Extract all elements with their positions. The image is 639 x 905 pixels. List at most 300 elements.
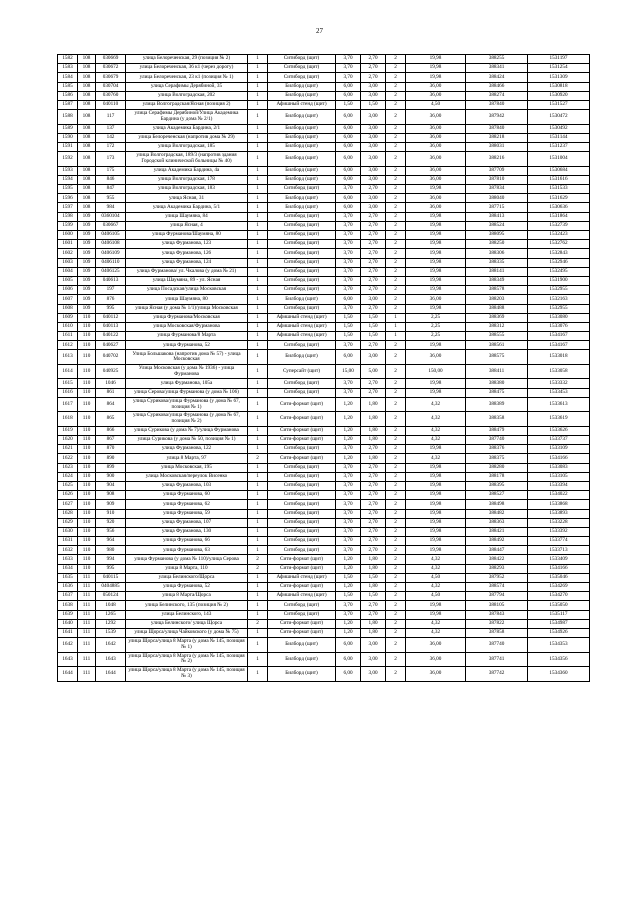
cell-coord-x: 388280 xyxy=(466,463,528,472)
table-row xyxy=(58,364,590,379)
cell-address: улица Белинского, 143 xyxy=(126,610,248,619)
cell-address: улица Фурманова, 124 xyxy=(126,258,248,267)
cell-coord-y: 1533613 xyxy=(528,397,590,412)
cell-coord-x: 388218 xyxy=(466,133,528,142)
cell-row-number: 1595 xyxy=(58,185,78,194)
cell-area: 36,00 xyxy=(406,143,466,152)
cell-coord-x: 388555 xyxy=(466,332,528,341)
cell-coord-x: 387843 xyxy=(466,610,528,619)
cell-address: улица Академика Бардина, 4а xyxy=(126,166,248,175)
cell-area: 36,00 xyxy=(406,350,466,365)
cell-sides-count: 1 xyxy=(248,124,268,133)
cell-faces: 2 xyxy=(386,143,406,152)
cell-width: 6,00 xyxy=(336,175,361,184)
cell-coord-y: 1533228 xyxy=(528,518,590,527)
table-row xyxy=(58,110,590,125)
cell-district-code: 111 xyxy=(78,592,96,601)
cell-structure-type: Ситиборд (щит) xyxy=(268,73,336,82)
cell-address: улица Белореченская, 36 к1 (через дорогу) xyxy=(126,64,248,73)
cell-width: 3,70 xyxy=(336,445,361,454)
cell-area: 19,98 xyxy=(406,286,466,295)
cell-structure-type: Ситиборд (щит) xyxy=(268,537,336,546)
cell-faces: 2 xyxy=(386,638,406,653)
cell-district-code: 110 xyxy=(78,332,96,341)
cell-address: улица Ясная, 4 xyxy=(126,221,248,230)
table-row xyxy=(58,133,590,142)
cell-sides-count: 1 xyxy=(248,667,268,682)
cell-sides-count: 1 xyxy=(248,412,268,427)
cell-district-code: 110 xyxy=(78,426,96,435)
cell-row-number: 1584 xyxy=(58,73,78,82)
table-row xyxy=(58,491,590,500)
cell-district-code: 108 xyxy=(78,110,96,125)
cell-faces: 2 xyxy=(386,592,406,601)
cell-structure-type: Ситиборд (щит) xyxy=(268,445,336,454)
cell-area: 36,00 xyxy=(406,82,466,91)
table-row xyxy=(58,249,590,258)
cell-district-code: 110 xyxy=(78,546,96,555)
cell-structure-id: 867 xyxy=(96,436,126,445)
cell-area: 4,50 xyxy=(406,100,466,109)
cell-height: 1,80 xyxy=(361,454,386,463)
cell-sides-count: 1 xyxy=(248,341,268,350)
cell-structure-type: Ситиборд (щит) xyxy=(268,240,336,249)
cell-coord-y: 1534167 xyxy=(528,332,590,341)
cell-sides-count: 2 xyxy=(248,619,268,628)
cell-faces: 2 xyxy=(386,185,406,194)
cell-height: 2,70 xyxy=(361,304,386,313)
cell-faces: 2 xyxy=(386,258,406,267)
cell-district-code: 109 xyxy=(78,240,96,249)
cell-height: 2,70 xyxy=(361,73,386,82)
cell-width: 3,70 xyxy=(336,185,361,194)
table-row xyxy=(58,583,590,592)
cell-area: 19,98 xyxy=(406,445,466,454)
cell-row-number: 1640 xyxy=(58,619,78,628)
cell-area: 36,00 xyxy=(406,133,466,142)
cell-row-number: 1587 xyxy=(58,100,78,109)
cell-structure-id: 1292 xyxy=(96,619,126,628)
cell-district-code: 111 xyxy=(78,628,96,637)
cell-area: 19,98 xyxy=(406,388,466,397)
cell-row-number: 1626 xyxy=(58,491,78,500)
table-row xyxy=(58,454,590,463)
table-row xyxy=(58,412,590,427)
cell-structure-type: Ситиборд (щит) xyxy=(268,221,336,230)
cell-coord-y: 1534269 xyxy=(528,583,590,592)
cell-structure-type: Ситиборд (щит) xyxy=(268,463,336,472)
table-row xyxy=(58,610,590,619)
cell-width: 1,50 xyxy=(336,100,361,109)
cell-sides-count: 1 xyxy=(248,491,268,500)
cell-structure-id: 137 xyxy=(96,124,126,133)
cell-width: 1,20 xyxy=(336,412,361,427)
cell-height: 3,00 xyxy=(361,652,386,667)
cell-address: улица Белореченская (напротив дома № 29) xyxy=(126,133,248,142)
page-number: 27 xyxy=(316,27,323,35)
cell-coord-y: 1533109 xyxy=(528,445,590,454)
cell-district-code: 108 xyxy=(78,166,96,175)
cell-structure-type: Билборд (щит) xyxy=(268,638,336,653)
cell-faces: 2 xyxy=(386,509,406,518)
cell-structure-id: 0406105 xyxy=(96,231,126,240)
table-row xyxy=(58,295,590,304)
cell-coord-x: 388375 xyxy=(466,454,528,463)
cell-structure-type: Афишный стенд (щит) xyxy=(268,592,336,601)
cell-district-code: 110 xyxy=(78,481,96,490)
cell-sides-count: 1 xyxy=(248,500,268,509)
cell-row-number: 1637 xyxy=(58,592,78,601)
cell-structure-type: Афишный стенд (щит) xyxy=(268,322,336,331)
cell-coord-y: 1534926 xyxy=(528,628,590,637)
cell-height: 1,80 xyxy=(361,564,386,573)
cell-structure-type: Ситиборд (щит) xyxy=(268,546,336,555)
cell-faces: 2 xyxy=(386,472,406,481)
cell-address: Улица Большакова (напротив дома № 57) - улица Московская xyxy=(126,350,248,365)
cell-row-number: 1596 xyxy=(58,194,78,203)
cell-coord-y: 1532163 xyxy=(528,295,590,304)
cell-area: 36,00 xyxy=(406,638,466,653)
cell-structure-id: 0406109 xyxy=(96,249,126,258)
cell-height: 3,00 xyxy=(361,133,386,142)
cell-structure-id: 1048 xyxy=(96,601,126,610)
cell-row-number: 1623 xyxy=(58,463,78,472)
cell-height: 3,00 xyxy=(361,638,386,653)
cell-sides-count: 1 xyxy=(248,573,268,582)
cell-structure-id: 900 xyxy=(96,472,126,481)
cell-structure-type: Сити-формат (щит) xyxy=(268,583,336,592)
cell-coord-y: 1535117 xyxy=(528,610,590,619)
cell-coord-x: 388250 xyxy=(466,240,528,249)
cell-structure-id: 861 xyxy=(96,388,126,397)
cell-coord-y: 1533076 xyxy=(528,322,590,331)
cell-row-number: 1630 xyxy=(58,527,78,536)
cell-structure-id: 117 xyxy=(96,110,126,125)
cell-coord-x: 387822 xyxy=(466,619,528,628)
cell-structure-type: Сити-формат (щит) xyxy=(268,454,336,463)
cell-district-code: 109 xyxy=(78,231,96,240)
cell-district-code: 111 xyxy=(78,610,96,619)
cell-width: 1,20 xyxy=(336,619,361,628)
cell-coord-y: 1531900 xyxy=(528,276,590,285)
cell-faces: 2 xyxy=(386,350,406,365)
table-row xyxy=(58,463,590,472)
cell-structure-id: 040113 xyxy=(96,322,126,331)
cell-coord-x: 388349 xyxy=(466,276,528,285)
cell-structure-id: 173 xyxy=(96,152,126,167)
table-row xyxy=(58,258,590,267)
table-row xyxy=(58,82,590,91)
cell-structure-type: Афишный стенд (щит) xyxy=(268,313,336,322)
cell-address: улица 8 Марта, 110 xyxy=(126,564,248,573)
table-row xyxy=(58,436,590,445)
cell-structure-type: Ситиборд (щит) xyxy=(268,304,336,313)
cell-width: 6,00 xyxy=(336,110,361,125)
cell-width: 6,00 xyxy=(336,194,361,203)
cell-structure-id: 030672 xyxy=(96,64,126,73)
cell-district-code: 110 xyxy=(78,491,96,500)
cell-district-code: 108 xyxy=(78,124,96,133)
cell-coord-x: 388105 xyxy=(466,601,528,610)
cell-coord-x: 388031 xyxy=(466,143,528,152)
cell-sides-count: 2 xyxy=(248,564,268,573)
cell-coord-y: 1531533 xyxy=(528,185,590,194)
cell-coord-x: 388527 xyxy=(466,491,528,500)
cell-area: 19,98 xyxy=(406,481,466,490)
cell-faces: 2 xyxy=(386,601,406,610)
cell-height: 2,70 xyxy=(361,546,386,555)
cell-coord-x: 387858 xyxy=(466,628,528,637)
cell-sides-count: 1 xyxy=(248,64,268,73)
cell-height: 2,70 xyxy=(361,64,386,73)
cell-height: 3,00 xyxy=(361,295,386,304)
cell-structure-id: 995 xyxy=(96,564,126,573)
cell-coord-y: 1531254 xyxy=(528,64,590,73)
table-row xyxy=(58,652,590,667)
cell-structure-id: 964 xyxy=(96,537,126,546)
cell-structure-id: 030667 xyxy=(96,221,126,230)
cell-faces: 2 xyxy=(386,546,406,555)
cell-faces: 2 xyxy=(386,212,406,221)
cell-height: 1,80 xyxy=(361,397,386,412)
cell-structure-type: Ситиборд (щит) xyxy=(268,249,336,258)
cell-district-code: 110 xyxy=(78,364,96,379)
cell-sides-count: 1 xyxy=(248,628,268,637)
cell-address: улица Серафимы Дерябиной/Улица Академика Бардина (у дома № 2/1) xyxy=(126,110,248,125)
cell-coord-x: 388447 xyxy=(466,546,528,555)
cell-coord-y: 1533453 xyxy=(528,388,590,397)
cell-width: 3,70 xyxy=(336,240,361,249)
table-row xyxy=(58,166,590,175)
cell-faces: 1 xyxy=(386,313,406,322)
cell-district-code: 109 xyxy=(78,267,96,276)
cell-coord-y: 1533619 xyxy=(528,412,590,427)
cell-coord-y: 1532946 xyxy=(528,258,590,267)
cell-coord-x: 387834 xyxy=(466,185,528,194)
cell-width: 3,70 xyxy=(336,388,361,397)
table-row xyxy=(58,667,590,682)
cell-structure-type: Ситиборд (щит) xyxy=(268,258,336,267)
table-row xyxy=(58,379,590,388)
cell-faces: 2 xyxy=(386,82,406,91)
cell-sides-count: 1 xyxy=(248,100,268,109)
cell-structure-id: 956 xyxy=(96,527,126,536)
cell-faces: 2 xyxy=(386,491,406,500)
cell-coord-y: 1531629 xyxy=(528,194,590,203)
cell-row-number: 1634 xyxy=(58,564,78,573)
cell-coord-x: 387942 xyxy=(466,110,528,125)
cell-faces: 2 xyxy=(386,436,406,445)
cell-faces: 2 xyxy=(386,527,406,536)
cell-faces: 2 xyxy=(386,175,406,184)
cell-address: улица Ясная (у дома № 1/1)/улица Московская xyxy=(126,304,248,313)
cell-structure-id: 040110 xyxy=(96,100,126,109)
cell-coord-y: 1533893 xyxy=(528,509,590,518)
cell-coord-x: 387715 xyxy=(466,203,528,212)
cell-area: 19,98 xyxy=(406,267,466,276)
cell-structure-type: Афишный стенд (щит) xyxy=(268,100,336,109)
table-row xyxy=(58,601,590,610)
cell-width: 1,50 xyxy=(336,573,361,582)
cell-coord-x: 388578 xyxy=(466,286,528,295)
cell-coord-x: 387952 xyxy=(466,573,528,582)
cell-district-code: 110 xyxy=(78,472,96,481)
cell-structure-id: 865 xyxy=(96,412,126,427)
cell-sides-count: 2 xyxy=(248,555,268,564)
cell-height: 2,70 xyxy=(361,472,386,481)
table-row xyxy=(58,388,590,397)
table-row xyxy=(58,537,590,546)
cell-width: 6,00 xyxy=(336,638,361,653)
cell-faces: 2 xyxy=(386,537,406,546)
cell-height: 2,70 xyxy=(361,537,386,546)
cell-row-number: 1618 xyxy=(58,412,78,427)
cell-faces: 2 xyxy=(386,221,406,230)
cell-address: улица Волгоградская, 178 xyxy=(126,175,248,184)
cell-faces: 2 xyxy=(386,124,406,133)
cell-structure-id: 910 xyxy=(96,509,126,518)
cell-sides-count: 1 xyxy=(248,82,268,91)
cell-structure-id: 909 xyxy=(96,500,126,509)
cell-sides-count: 1 xyxy=(248,175,268,184)
cell-district-code: 108 xyxy=(78,152,96,167)
cell-sides-count: 1 xyxy=(248,364,268,379)
cell-district-code: 110 xyxy=(78,445,96,454)
cell-coord-x: 388255 xyxy=(466,55,528,64)
cell-structure-id: 030760 xyxy=(96,91,126,100)
cell-coord-x: 388482 xyxy=(466,509,528,518)
cell-structure-type: Сити-формат (щит) xyxy=(268,426,336,435)
cell-address: улица Сурикова/улица Фурманова (у дома № 67, позиция № 2) xyxy=(126,412,248,427)
cell-address: улица Шаумяна, 80 xyxy=(126,295,248,304)
cell-sides-count: 1 xyxy=(248,426,268,435)
cell-height: 1,50 xyxy=(361,313,386,322)
cell-area: 4,32 xyxy=(406,454,466,463)
cell-district-code: 110 xyxy=(78,509,96,518)
cell-structure-type: Сити-формат (щит) xyxy=(268,555,336,564)
cell-coord-x: 388498 xyxy=(466,500,528,509)
cell-address: улица Фурманова/Шаумяна, 80 xyxy=(126,231,248,240)
cell-coord-x: 387740 xyxy=(466,638,528,653)
cell-coord-x: 387741 xyxy=(466,652,528,667)
table-row xyxy=(58,313,590,322)
cell-structure-id: 890 xyxy=(96,454,126,463)
cell-structure-type: Сити-формат (щит) xyxy=(268,397,336,412)
cell-address: улица Шаумяна, 84 xyxy=(126,212,248,221)
cell-structure-id: 1642 xyxy=(96,638,126,653)
cell-coord-x: 388421 xyxy=(466,527,528,536)
cell-width: 6,00 xyxy=(336,143,361,152)
cell-structure-type: Билборд (щит) xyxy=(268,124,336,133)
cell-row-number: 1590 xyxy=(58,133,78,142)
cell-faces: 2 xyxy=(386,267,406,276)
cell-width: 3,70 xyxy=(336,472,361,481)
cell-sides-count: 1 xyxy=(248,240,268,249)
cell-coord-y: 1531144 xyxy=(528,133,590,142)
table-row xyxy=(58,212,590,221)
cell-address: улица Фурманова (у дома № 110)/улица Серова xyxy=(126,555,248,564)
cell-height: 2,70 xyxy=(361,481,386,490)
cell-coord-y: 1532423 xyxy=(528,231,590,240)
cell-coord-y: 1532762 xyxy=(528,240,590,249)
table-row xyxy=(58,143,590,152)
cell-coord-y: 1533058 xyxy=(528,364,590,379)
cell-area: 4,32 xyxy=(406,628,466,637)
cell-width: 1,20 xyxy=(336,628,361,637)
cell-district-code: 109 xyxy=(78,295,96,304)
cell-district-code: 111 xyxy=(78,638,96,653)
cell-district-code: 108 xyxy=(78,185,96,194)
cell-faces: 2 xyxy=(386,133,406,142)
cell-width: 3,70 xyxy=(336,509,361,518)
cell-structure-type: Ситиборд (щит) xyxy=(268,518,336,527)
cell-address: улица Белореченская, 23 к1 (позиция № 1) xyxy=(126,73,248,82)
advertising-structures-table xyxy=(57,54,590,682)
cell-coord-y: 1534353 xyxy=(528,638,590,653)
cell-address: улица Сурикова (у дома № 50, позиция № 1) xyxy=(126,436,248,445)
cell-address: улица Фурманова, 105а xyxy=(126,379,248,388)
cell-area: 19,98 xyxy=(406,258,466,267)
cell-row-number: 1582 xyxy=(58,55,78,64)
cell-coord-x: 387709 xyxy=(466,166,528,175)
cell-structure-type: Билборд (щит) xyxy=(268,133,336,142)
cell-sides-count: 1 xyxy=(248,350,268,365)
cell-sides-count: 1 xyxy=(248,436,268,445)
table-row xyxy=(58,194,590,203)
cell-district-code: 108 xyxy=(78,175,96,184)
cell-address: улица Фурманова, 126 xyxy=(126,249,248,258)
cell-height: 1,80 xyxy=(361,628,386,637)
cell-district-code: 110 xyxy=(78,564,96,573)
cell-structure-type: Ситиборд (щит) xyxy=(268,276,336,285)
cell-sides-count: 1 xyxy=(248,276,268,285)
cell-row-number: 1621 xyxy=(58,445,78,454)
cell-row-number: 1619 xyxy=(58,426,78,435)
cell-coord-y: 1530818 xyxy=(528,82,590,91)
cell-coord-x: 388040 xyxy=(466,194,528,203)
cell-area: 19,98 xyxy=(406,276,466,285)
cell-width: 6,00 xyxy=(336,82,361,91)
cell-structure-id: 0406108 xyxy=(96,240,126,249)
cell-faces: 1 xyxy=(386,322,406,331)
cell-width: 6,00 xyxy=(336,295,361,304)
cell-area: 19,98 xyxy=(406,212,466,221)
cell-structure-type: Ситиборд (щит) xyxy=(268,64,336,73)
cell-district-code: 111 xyxy=(78,573,96,582)
cell-district-code: 109 xyxy=(78,304,96,313)
cell-row-number: 1594 xyxy=(58,175,78,184)
cell-width: 1,20 xyxy=(336,564,361,573)
cell-row-number: 1597 xyxy=(58,203,78,212)
cell-structure-id: 040627 xyxy=(96,341,126,350)
cell-sides-count: 1 xyxy=(248,638,268,653)
cell-sides-count: 1 xyxy=(248,194,268,203)
cell-height: 1,80 xyxy=(361,619,386,628)
cell-coord-x: 388369 xyxy=(466,313,528,322)
cell-address: улица Волгоградская, 185 xyxy=(126,143,248,152)
cell-height: 2,70 xyxy=(361,267,386,276)
cell-district-code: 110 xyxy=(78,341,96,350)
cell-coord-y: 1533737 xyxy=(528,436,590,445)
cell-sides-count: 1 xyxy=(248,463,268,472)
cell-faces: 2 xyxy=(386,304,406,313)
cell-area: 19,98 xyxy=(406,509,466,518)
cell-area: 36,00 xyxy=(406,652,466,667)
cell-district-code: 108 xyxy=(78,100,96,109)
cell-coord-x: 388363 xyxy=(466,518,528,527)
cell-area: 36,00 xyxy=(406,110,466,125)
cell-address: улица 8 Марта, 97 xyxy=(126,454,248,463)
